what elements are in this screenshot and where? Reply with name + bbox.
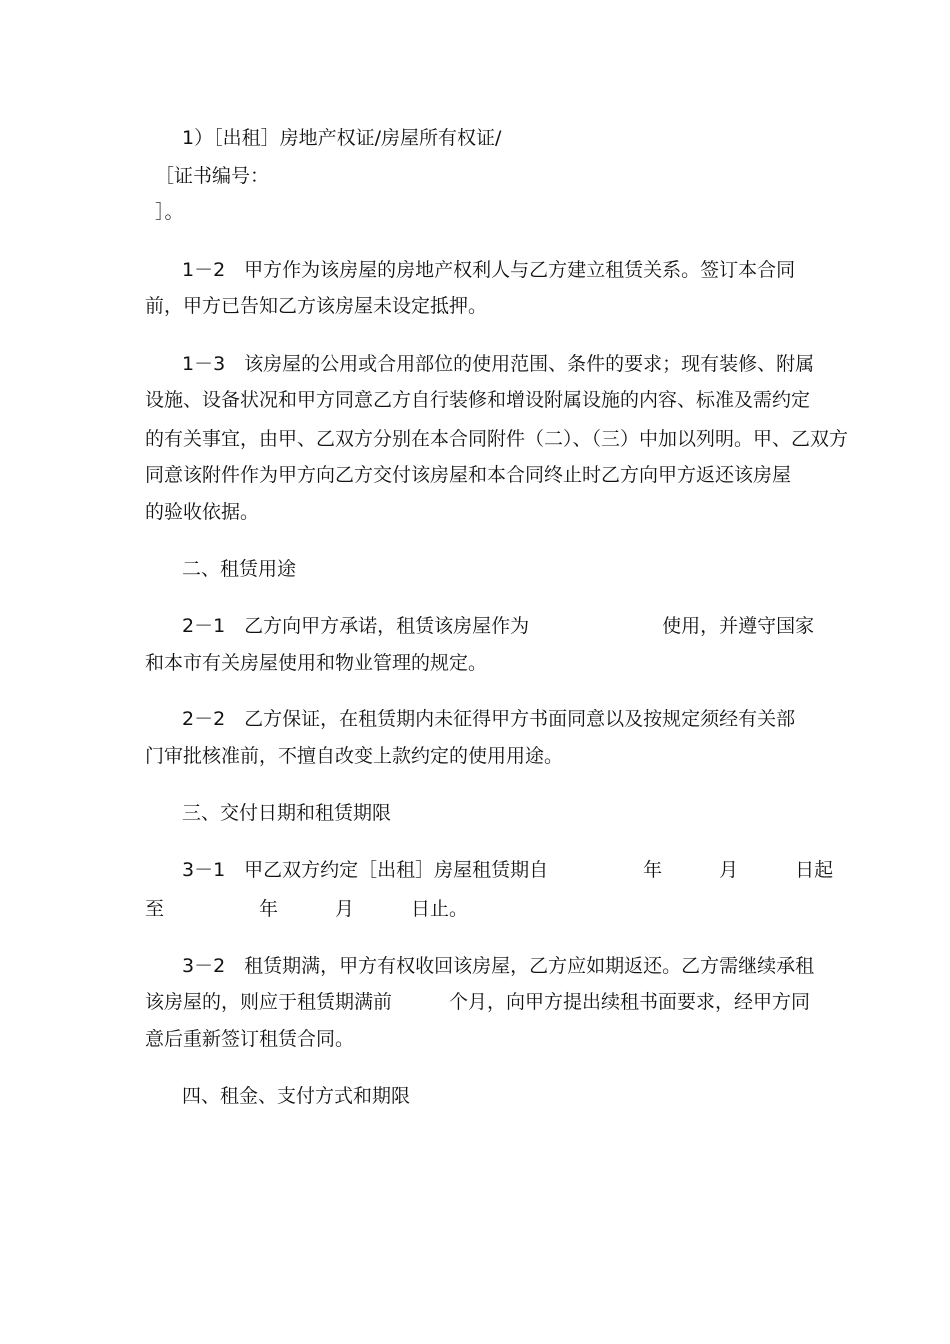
clause-1-3-line-1: 1－3 该房屋的公用或合用部位的使用范围、条件的要求；现有装修、附属 (182, 353, 815, 375)
clause-1-3-line-2: 设施、设备状况和甲方同意乙方自行装修和增设附属设施的内容、标准及需约定 (145, 389, 811, 411)
clause-3-2-line-3: 意后重新签订租赁合同。 (145, 1028, 355, 1050)
clause-1-3-line-5: 的验收依据。 (145, 501, 260, 523)
clause-1-1-line-3: ］。 (155, 201, 184, 223)
section-3-heading: 三、交付日期和租赁期限 (182, 802, 392, 824)
clause-3-2-line-2: 该房屋的，则应于租赁期满前 个月，向甲方提出续租书面要求，经甲方同 (145, 991, 811, 1013)
clause-3-1-line-1: 3－1 甲乙双方约定［出租］房屋租赁期自 年 月 日起 (182, 859, 834, 881)
clause-2-2-line-2: 门审批核准前，不擅自改变上款约定的使用用途。 (145, 745, 564, 767)
clause-3-2-line-1: 3－2 租赁期满，甲方有权收回该房屋，乙方应如期返还。乙方需继续承租 (182, 955, 815, 977)
clause-1-2-line-1: 1－2 甲方作为该房屋的房地产权利人与乙方建立租赁关系。签订本合同 (182, 259, 796, 281)
section-4-heading: 四、租金、支付方式和期限 (182, 1085, 411, 1107)
clause-1-3-line-3: 的有关事宜，由甲、乙双方分别在本合同附件（二）、（三）中加以列明。甲、乙双方 (145, 428, 849, 450)
clause-1-2-line-2: 前，甲方已告知乙方该房屋未设定抵押。 (145, 295, 488, 317)
clause-1-1-line-1: 1）［出租］房地产权证/房屋所有权证/ (182, 127, 502, 149)
clause-1-1-line-2: ［证书编号： (155, 165, 270, 187)
clause-2-2-line-1: 2－2 乙方保证，在租赁期内未征得甲方书面同意以及按规定须经有关部 (182, 708, 796, 730)
clause-1-3-line-4: 同意该附件作为甲方向乙方交付该房屋和本合同终止时乙方向甲方返还该房屋 (145, 464, 792, 486)
clause-3-1-line-2: 至 年 月 日止。 (145, 898, 469, 920)
clause-2-1-line-1: 2－1 乙方向甲方承诺，租赁该房屋作为 使用，并遵守国家 (182, 615, 815, 637)
section-2-heading: 二、租赁用途 (182, 558, 297, 580)
clause-2-1-line-2: 和本市有关房屋使用和物业管理的规定。 (145, 652, 488, 674)
